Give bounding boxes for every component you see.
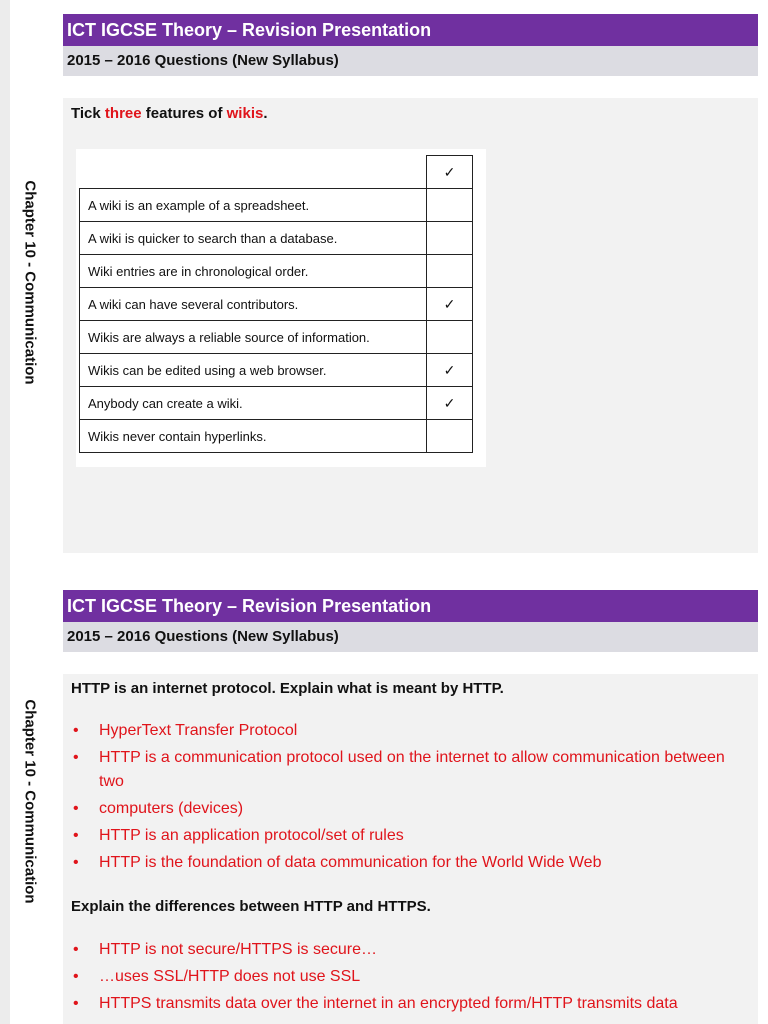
table-header-row <box>80 156 473 189</box>
slide-2 <box>10 578 768 1024</box>
left-margin-strip <box>0 0 10 1024</box>
question-prefix: Tick <box>71 105 105 122</box>
slide-title: ICT IGCSE Theory – Revision Presentation <box>63 14 758 46</box>
question-text <box>71 105 268 122</box>
slide-title: ICT IGCSE Theory – Revision Presentation <box>63 590 758 622</box>
list-item: • HTTP is an application protocol/set of rules <box>71 824 741 848</box>
statement-cell: Wikis can be edited using a web browser. <box>80 354 427 387</box>
statement-cell: A wiki is quicker to search than a database. <box>80 222 427 255</box>
header-blank-cell <box>80 156 427 189</box>
slide-content <box>63 98 758 553</box>
statement-cell: A wiki is an example of a spreadsheet. <box>80 189 427 222</box>
list-item: • HTTP is the foundation of data communication for the World Wide Web <box>71 851 741 875</box>
statement-cell: A wiki can have several contributors. <box>80 288 427 321</box>
answers-https-list <box>71 938 741 1019</box>
statement-cell: Wikis never contain hyperlinks. <box>80 420 427 453</box>
table-row <box>80 255 473 288</box>
table-row <box>80 288 473 321</box>
question-highlight-wikis: wikis <box>226 105 264 122</box>
tick-cell <box>427 321 473 354</box>
chapter-side-label-text: Chapter 10 - Communication <box>21 180 39 385</box>
wiki-table-panel <box>76 149 486 467</box>
question-http: HTTP is an internet protocol. Explain what is meant by HTTP. <box>71 680 504 697</box>
tick-cell <box>427 255 473 288</box>
tick-cell <box>427 222 473 255</box>
tick-cell: ✓ <box>427 288 473 321</box>
answers-http-list <box>71 719 741 878</box>
slide-subtitle: 2015 – 2016 Questions (New Syllabus) <box>63 46 758 76</box>
statement-cell: Anybody can create a wiki. <box>80 387 427 420</box>
tick-cell: ✓ <box>427 354 473 387</box>
table-row <box>80 321 473 354</box>
table-row <box>80 189 473 222</box>
question-suffix: . <box>263 105 268 122</box>
slide-subtitle: 2015 – 2016 Questions (New Syllabus) <box>63 622 758 652</box>
question-middle: features of <box>141 105 227 122</box>
chapter-side-label-text: Chapter 10 - Communication <box>21 698 39 904</box>
list-item: • HTTP is a communication protocol used on the internet to allow communication between two <box>71 746 741 794</box>
list-item: • HTTP is not secure/HTTPS is secure… <box>71 938 741 962</box>
list-item: • computers (devices) <box>71 797 741 821</box>
table-row <box>80 387 473 420</box>
question-highlight-three: three <box>104 105 142 122</box>
statement-cell: Wiki entries are in chronological order. <box>80 255 427 288</box>
tick-cell <box>427 189 473 222</box>
statement-cell: Wikis are always a reliable source of information. <box>80 321 427 354</box>
tick-cell: ✓ <box>427 387 473 420</box>
chapter-side-label <box>10 0 50 565</box>
slide-1 <box>10 0 768 565</box>
table-row <box>80 420 473 453</box>
slide-content <box>63 674 758 1024</box>
header-tick-cell: ✓ <box>427 156 473 189</box>
chapter-side-label <box>10 578 50 1024</box>
list-item: • HTTPS transmits data over the internet in an encrypted form/HTTP transmits data <box>71 992 741 1016</box>
list-item: • HyperText Transfer Protocol <box>71 719 741 743</box>
question-http-https: Explain the differences between HTTP and HTTPS. <box>71 898 431 915</box>
table-row <box>80 222 473 255</box>
table-row <box>80 354 473 387</box>
wiki-features-table <box>79 155 473 453</box>
list-item: • …uses SSL/HTTP does not use SSL <box>71 965 741 989</box>
tick-cell <box>427 420 473 453</box>
